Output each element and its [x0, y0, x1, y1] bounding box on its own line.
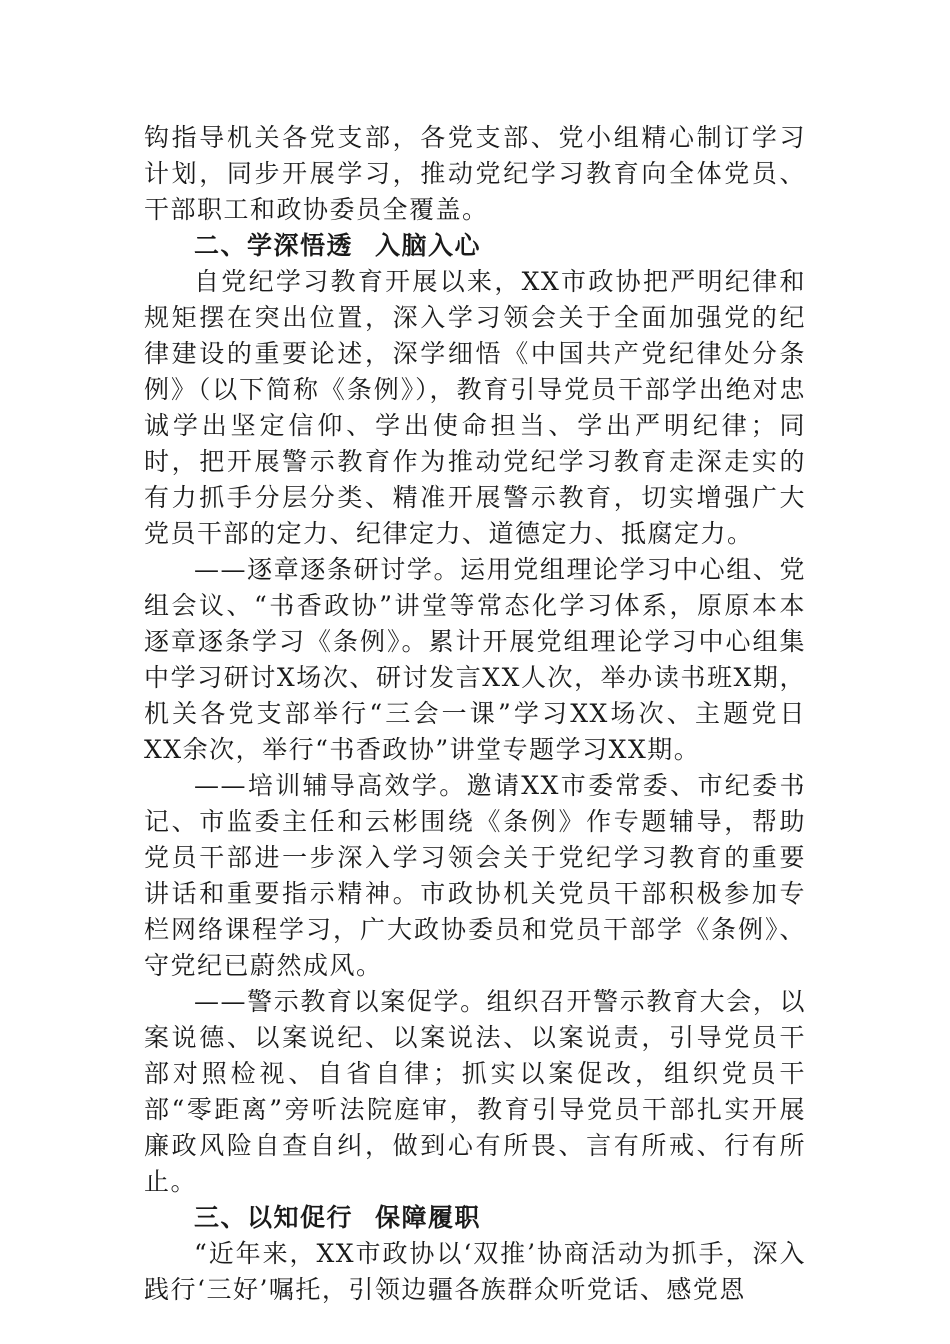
section-heading-2-subtitle: 入脑入心	[375, 231, 482, 260]
document-page	[144, 120, 806, 1308]
paragraph-continuation: 钩指导机关各党支部，各党支部、党小组精心制订学习计划，同步开展学习，推动党纪学习教育向全体党员、干部职工和政协委员全覆盖。	[144, 123, 806, 224]
paragraph-quote-start: “近年来，XX市政协以‘双推’协商活动为抓手，深入践行‘三好’嘱托，引领边疆各族群众听党话、感党恩	[144, 1239, 806, 1304]
section-heading-3-title: 三、以知促行	[194, 1203, 354, 1232]
section-heading-2	[144, 228, 806, 264]
paragraph-training: ——培训辅导高效学。邀请XX市委常委、市纪委书记、市监委主任和云彬围绕《条例》作专题辅导，帮助党员干部进一步深入学习领会关于党纪学习教育的重要讲话和重要指示精神。市政协机关党员干部积极参加专栏网络课程学习，广大政协委员和党员干部学《条例》、守党纪已蔚然成风。	[144, 771, 806, 980]
paragraph-chapter-study: ——逐章逐条研讨学。运用党组理论学习中心组、党组会议、“书香政协”讲堂等常态化学习体系，原原本本逐章逐条学习《条例》。累计开展党组理论学习中心组集中学习研讨X场次、研讨发言XX人次，举办读书班X期，机关各党支部举行“三会一课”学习XX场次、主题党日XX余次，举行“书香政协”讲堂专题学习XX期。	[144, 555, 806, 764]
section-heading-2-title: 二、学深悟透	[194, 231, 354, 260]
section-heading-3-subtitle: 保障履职	[375, 1203, 482, 1232]
section-heading-3	[144, 1200, 806, 1236]
paragraph-warning-education: ——警示教育以案促学。组织召开警示教育大会，以案说德、以案说纪、以案说法、以案说责，引导党员干部对照检视、自省自律；抓实以案促改，组织党员干部“零距离”旁听法院庭审，教育引导党员干部扎实开展廉政风险自查自纠，做到心有所畏、言有所戒、行有所止。	[144, 987, 806, 1196]
paragraph-intro: 自党纪学习教育开展以来，XX市政协把严明纪律和规矩摆在突出位置，深入学习领会关于全面加强党的纪律建设的重要论述，深学细悟《中国共产党纪律处分条例》（以下简称《条例》），教育引导党员干部学出绝对忠诚学出坚定信仰、学出使命担当、学出严明纪律；同时，把开展警示教育作为推动党纪学习教育走深走实的有力抓手分层分类、精准开展警示教育，切实增强广大党员干部的定力、纪律定力、道德定力、抵腐定力。	[144, 267, 806, 548]
